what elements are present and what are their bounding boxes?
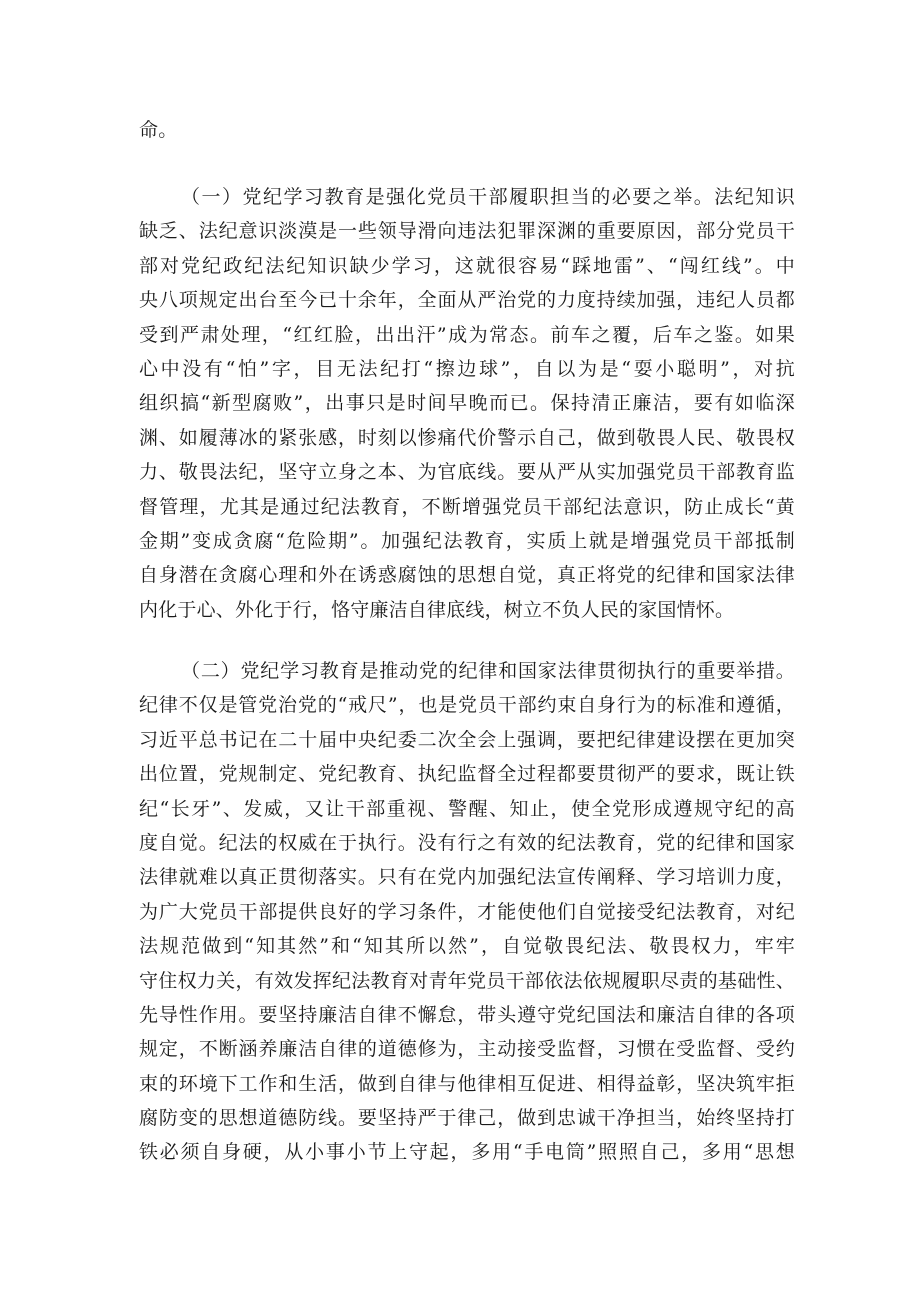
paragraph-line: 内化于心、外化于行，恪守廉洁自律底线，树立不负人民的家国情怀。 (139, 598, 735, 621)
paragraph-line: 纪“长牙”、发威，又让干部重视、警醒、知止，使全党形成遵规守纪的高 (139, 797, 795, 820)
paragraph-continuation (139, 113, 795, 147)
paragraph-line: 部对党纪政纪法纪知识缺少学习，这就很容易“踩地雷”、“闯红线”。中 (139, 254, 795, 277)
paragraph-line: 自身潜在贪腐心理和外在诱惑腐蚀的思想自觉，真正将党的纪律和国家法律 (139, 564, 795, 587)
paragraph-line: 守住权力关，有效发挥纪法教育对青年党员干部依法依规履职尽责的基础性、 (139, 969, 795, 992)
paragraph-line: 督管理，尤其是通过纪法教育，不断增强党员干部纪法意识，防止成长“黄 (139, 495, 795, 518)
paragraph-line: 腐防变的思想道德防线。要坚持严于律己，做到忠诚干净担当，始终坚持打 (139, 1107, 795, 1130)
paragraph-line: 缺乏、法纪意识淡漠是一些领导滑向违法犯罪深渊的重要原因，部分党员干 (139, 220, 795, 243)
paragraph-line: 出位置，党规制定、党纪教育、执纪监督全过程都要贯彻严的要求，既让铁 (139, 763, 795, 786)
paragraph-line: （一）党纪学习教育是强化党员干部履职担当的必要之举。法纪知识 (181, 186, 795, 208)
paragraph-line: 力、敬畏法纪，坚守立身之本、为官底线。要从严从实加强党员干部教育监 (139, 461, 795, 484)
paragraph-line: 渊、如履薄冰的紧张感，时刻以惨痛代价警示自己，做到敬畏人民、敬畏权 (139, 426, 795, 449)
paragraph-two (139, 654, 795, 1170)
paragraph-line: 央八项规定出台至今已十余年，全面从严治党的力度持续加强，违纪人员都 (139, 289, 795, 312)
paragraph-line: 铁必须自身硬，从小事小节上守起，多用“手电筒”照照自己，多用“思想 (139, 1141, 795, 1164)
paragraph-line: 金期”变成贪腐“危险期”。加强纪法教育，实质上就是增强党员干部抵制 (139, 529, 795, 552)
paragraph-line: 纪律不仅是管党治党的“戒尺”，也是党员干部约束自身行为的标准和遵循， (139, 694, 795, 717)
paragraph-line: 命。 (139, 119, 178, 141)
paragraph-line: 先导性作用。要坚持廉洁自律不懈怠，带头遵守党纪国法和廉洁自律的各项 (139, 1003, 795, 1026)
paragraph-line: 法规范做到“知其然”和“知其所以然”，自觉敬畏纪法、敬畏权力，牢牢 (139, 935, 795, 958)
paragraph-line: 心中没有“怕”字，目无法纪打“擦边球”，自以为是“耍小聪明”，对抗 (139, 357, 795, 380)
paragraph-line: 规定，不断涵养廉洁自律的道德修为，主动接受监督，习惯在受监督、受约 (139, 1038, 795, 1061)
paragraph-line: 习近平总书记在二十届中央纪委二次全会上强调，要把纪律建设摆在更加突 (139, 728, 795, 751)
paragraph-line: 为广大党员干部提供良好的学习条件，才能使他们自觉接受纪法教育，对纪 (139, 900, 795, 923)
paragraph-line: 法律就难以真正贯彻落实。只有在党内加强纪法宣传阐释、学习培训力度， (139, 866, 795, 889)
paragraph-line: 束的环境下工作和生活，做到自律与他律相互促进、相得益彰，坚决筑牢拒 (139, 1072, 795, 1095)
paragraph-one (139, 180, 795, 627)
paragraph-line: 受到严肃处理，“红红脸，出出汗”成为常态。前车之覆，后车之鉴。如果 (139, 323, 795, 346)
paragraph-line: 度自觉。纪法的权威在于执行。没有行之有效的纪法教育，党的纪律和国家 (139, 831, 795, 854)
paragraph-line: 组织搞“新型腐败”，出事只是时间早晚而已。保持清正廉洁，要有如临深 (139, 392, 795, 415)
paragraph-line: （二）党纪学习教育是推动党的纪律和国家法律贯彻执行的重要举措。 (181, 660, 795, 682)
